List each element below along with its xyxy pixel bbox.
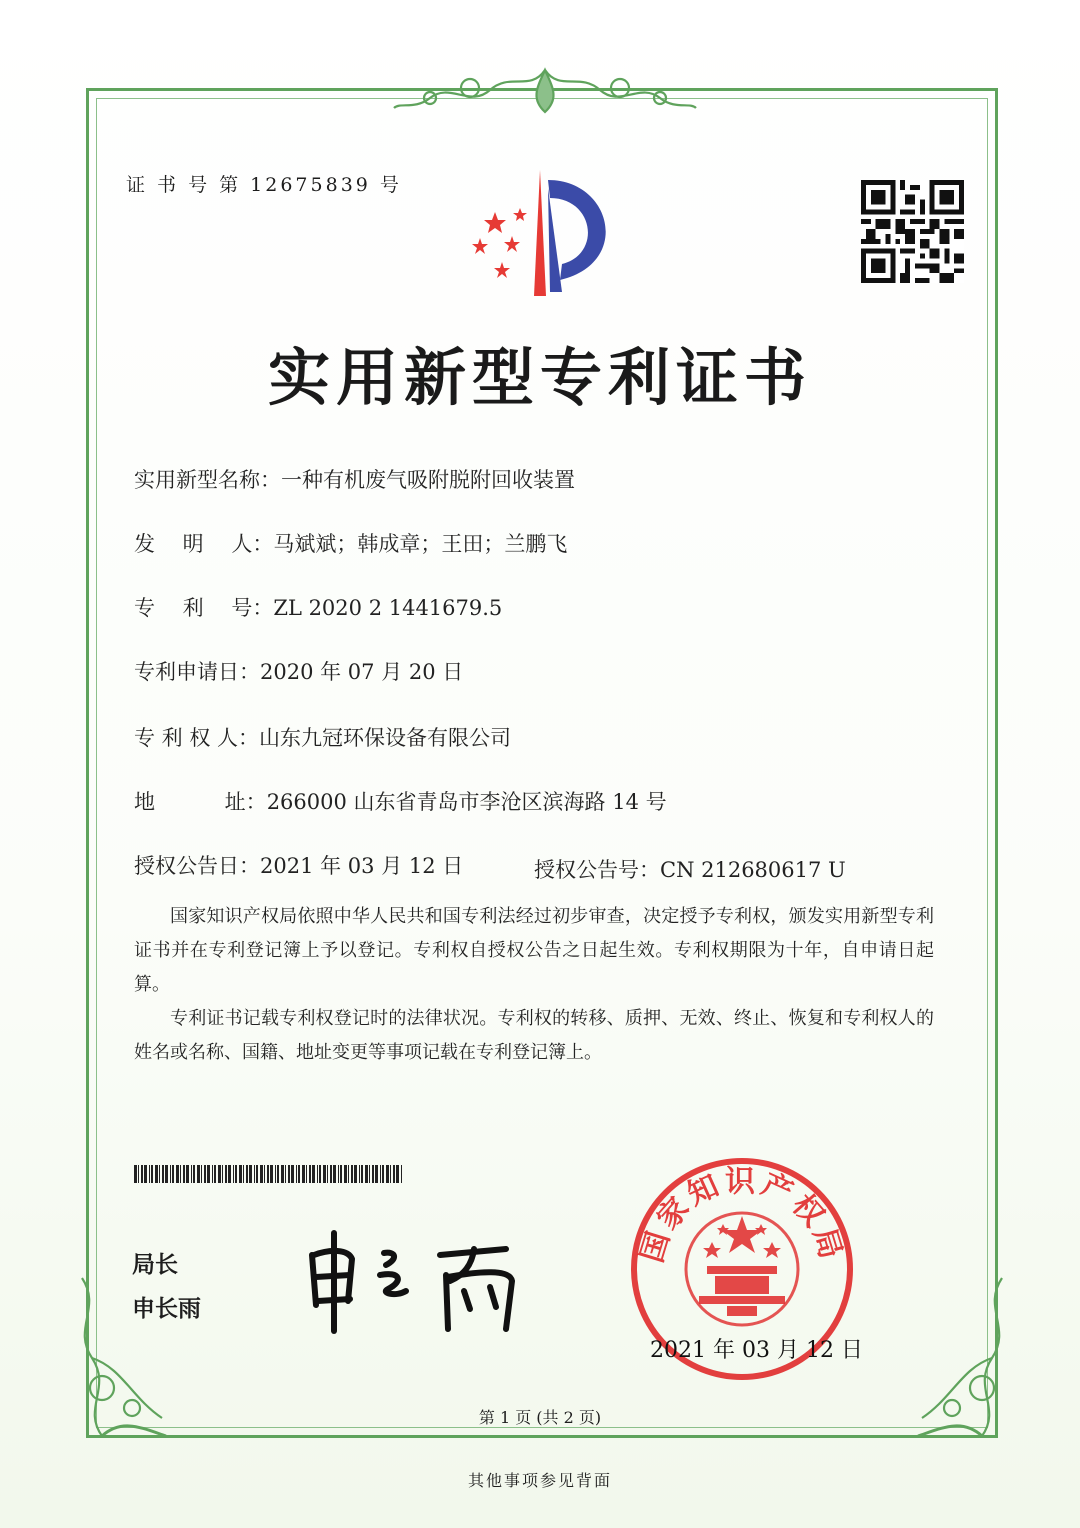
body-paragraph: 国家知识产权局依照中华人民共和国专利法经过初步审查，决定授予专利权，颁发实用新型专利证书并在专利登记簿上予以登记。专利权自授权公告之日起生效。专利权期限为十年，自申请日起算。 bbox=[134, 906, 934, 995]
field-patentee bbox=[134, 722, 511, 752]
field-grant-number bbox=[534, 854, 846, 884]
field-utility-model-name bbox=[134, 464, 575, 494]
back-side-note: 其他事项参见背面 bbox=[467, 1471, 612, 1490]
barcode-icon bbox=[134, 1165, 404, 1183]
seal-date: 2021 年 03 月 12 日 bbox=[650, 1338, 863, 1363]
field-value: ZL 2020 2 1441679.5 bbox=[273, 596, 503, 620]
field-grant-date bbox=[134, 850, 463, 880]
field-patent-number bbox=[134, 592, 502, 622]
field-address bbox=[134, 786, 667, 816]
field-value: 2021 年 03 月 12 日 bbox=[260, 854, 464, 878]
qr-code-icon bbox=[861, 180, 964, 283]
field-value: 2020 年 07 月 20 日 bbox=[260, 660, 464, 684]
director-title: 局长 bbox=[132, 1252, 178, 1278]
field-label: 专 利 权 人： bbox=[134, 726, 260, 750]
certificate-body bbox=[134, 900, 934, 1070]
field-label: 专利申请日： bbox=[134, 660, 260, 684]
director-name: 申长雨 bbox=[132, 1296, 201, 1322]
page-number: 第 1 页 (共 2 页) bbox=[478, 1408, 602, 1427]
field-label: 授权公告日： bbox=[134, 854, 260, 878]
seal-text: 国家知识产权局 bbox=[634, 1164, 850, 1267]
field-label: 发 明 人： bbox=[134, 532, 274, 556]
svg-text:国家知识产权局 bbox=[635, 1164, 850, 1266]
field-label: 授权公告号： bbox=[534, 858, 660, 882]
top-ornament-icon bbox=[390, 62, 700, 122]
field-value: 266000 山东省青岛市李沧区滨海路 14 号 bbox=[266, 790, 667, 814]
field-label: 地 址： bbox=[134, 790, 267, 814]
director-signature bbox=[300, 1225, 530, 1335]
field-label: 实用新型名称： bbox=[134, 468, 281, 492]
field-value: 山东九冠环保设备有限公司 bbox=[259, 726, 512, 750]
field-inventor bbox=[134, 528, 567, 558]
field-value: 一种有机废气吸附脱附回收装置 bbox=[281, 468, 575, 492]
body-paragraph: 专利证书记载专利权登记时的法律状况。专利权的转移、质押、无效、终止、恢复和专利权人的姓名或名称、国籍、地址变更等事项记载在专利登记簿上。 bbox=[134, 1008, 934, 1063]
field-value: 马斌斌；韩成章；王田；兰鹏飞 bbox=[273, 532, 568, 556]
field-value: CN 212680617 U bbox=[660, 858, 846, 882]
field-application-date bbox=[134, 656, 463, 686]
field-label: 专 利 号： bbox=[134, 596, 274, 620]
certificate-title: 实用新型专利证书 bbox=[267, 341, 812, 414]
cnipa-logo-icon bbox=[462, 168, 632, 298]
certificate-number: 证 书 号 第 12675839 号 bbox=[126, 174, 402, 196]
